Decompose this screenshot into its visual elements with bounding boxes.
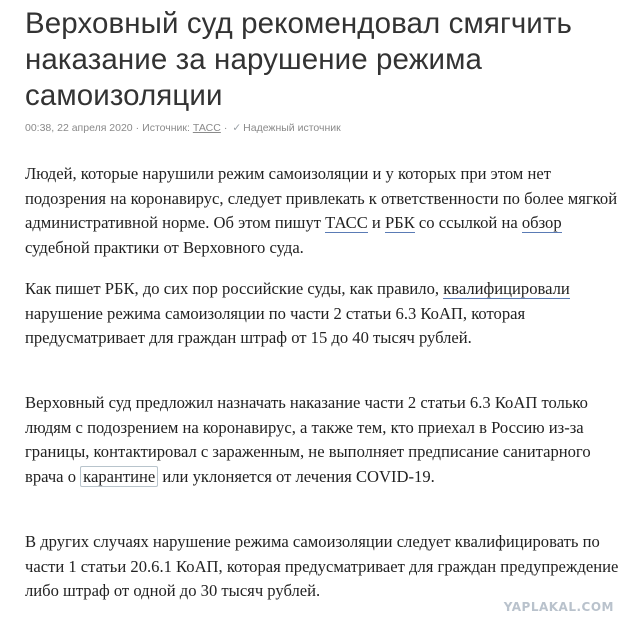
paragraph-2 <box>25 277 623 351</box>
paragraph-4 <box>25 530 623 604</box>
source-label: Источник: <box>142 122 190 134</box>
article-title: Верховный суд рекомендовал смягчить наказание за нарушение режима самоизоляции <box>25 7 572 112</box>
reliable-source-label: Надежный источник <box>243 122 341 134</box>
paragraph-3 <box>25 391 623 489</box>
paragraph-text: Людей, которые нарушили режим самоизоляции и у которых при этом нет подозрения на коронавирус, следует привлекать к ответственности по более мягкой административной норме. Об этом пишут <box>25 164 618 233</box>
paragraph-text: нарушение режима самоизоляции по части 2 статьи 6.3 КоАП, которая предусматривает для граждан штраф от 15 до 40 тысяч рублей. <box>25 303 526 348</box>
link-qualified[interactable]: квалифицировали <box>443 279 570 298</box>
watermark: YAPLAKAL.COM <box>503 600 614 614</box>
meta-separator: · <box>223 122 228 134</box>
paragraph-text: и <box>367 213 385 233</box>
publish-datetime: 00:38, 22 апреля 2020 <box>25 122 133 134</box>
quarantine-tag-label: карантине <box>83 466 156 486</box>
quarantine-tag[interactable] <box>80 466 158 487</box>
paragraph-text: В других случаях нарушение режима самоизоляции следует квалифицировать по части 1 статьи 20.6.1 КоАП, которая предусматривает для граждан предупреждение либо штраф от одной до 30 тысяч рублей. <box>25 532 619 601</box>
paragraph-text: со ссылкой на <box>414 213 522 233</box>
link-review[interactable]: обзор <box>521 213 562 233</box>
paragraph-text: Как пишет РБК, до сих пор российские суды, как правило, <box>25 279 444 298</box>
link-rbk[interactable]: РБК <box>384 213 415 233</box>
paragraph-text: судебной практики от Верховного суда. <box>25 237 304 257</box>
paragraph-text: Верховный суд предложил назначать наказание части 2 статьи 6.3 КоАП только людям с подозрением на коронавирус, а также тем, кто приехал в Россию из-за границы, контактировал с зараженным, не выполняет предписание санитарного врача о <box>25 393 591 486</box>
link-tass[interactable]: ТАСС <box>325 213 368 233</box>
article-meta <box>25 121 341 135</box>
meta-separator: · <box>135 122 140 134</box>
source-link[interactable]: ТАСС <box>192 122 221 134</box>
checkmark-icon: ✓ <box>232 122 242 134</box>
paragraph-1 <box>25 162 623 260</box>
paragraph-text: или уклоняется от лечения COVID-19. <box>158 466 435 486</box>
